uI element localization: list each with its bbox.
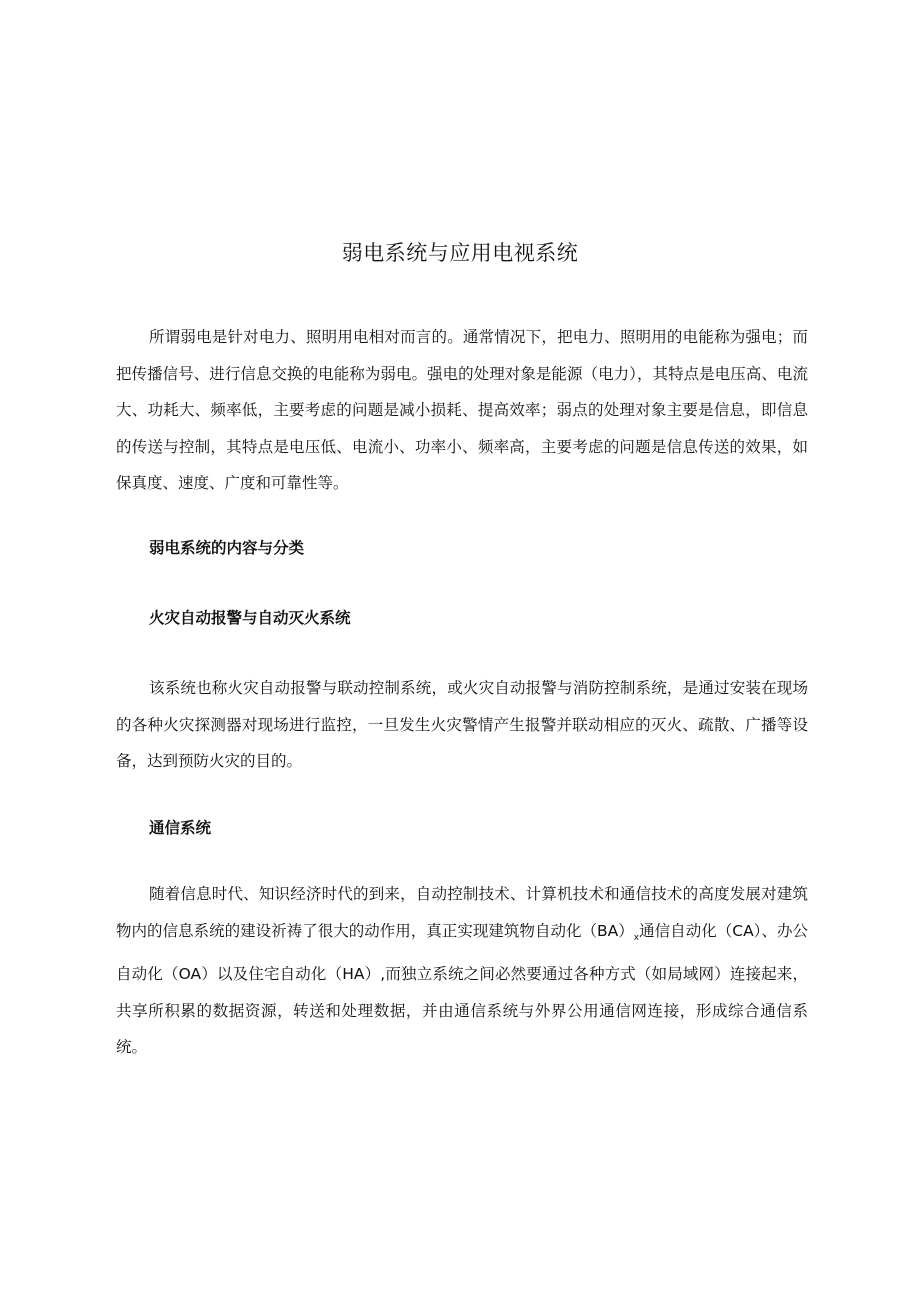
communication-system-heading: 通信系统 bbox=[149, 819, 212, 837]
document-title: 弱电系统与应用电视系统 bbox=[341, 241, 579, 265]
communication-system-paragraph bbox=[116, 876, 808, 1066]
communication-paragraph-part2: 通信自动化（CA）、办公自动化（OA）以及住宅自动化（HA）,而独立系统之间必然要通过各种方式（如局域网）连接起来，共享所积累的数据资源，转送和处理数据，并由通信系统与外界公用通信网连接，形成综合通信系统。 bbox=[116, 921, 808, 1056]
section-heading: 弱电系统的内容与分类 bbox=[149, 539, 305, 557]
intro-paragraph: 所谓弱电是针对电力、照明用电相对而言的。通常情况下，把电力、照明用的电能称为强电；而把传播信号、进行信息交换的电能称为弱电。强电的处理对象是能源（电力），其特点是电压高、电流大、功耗大、频率低，主要考虑的问题是减小损耗、提高效率；弱点的处理对象主要是信息，即信息的传送与控制，其特点是电压低、电流小、功率小、频率高，主要考虑的问题是信息传送的效果，如保真度、速度、广度和可靠性等。 bbox=[116, 328, 808, 492]
communication-paragraph-part1: 随着信息时代、知识经济时代的到来，自动控制技术、计算机技术和通信技术的高度发展对建筑物内的信息系统的建设祈祷了很大的动作用，真正实现建筑物自动化（BA） bbox=[116, 885, 808, 940]
communication-paragraph-subscript: x bbox=[633, 932, 640, 943]
fire-system-paragraph: 该系统也称火灾自动报警与联动控制系统，或火灾自动报警与消防控制系统，是通过安装在现场的各种火灾探测器对现场进行监控，一旦发生火灾警情产生报警并联动相应的灭火、疏散、广播等设备，达到预防火灾的目的。 bbox=[116, 679, 808, 770]
fire-system-heading: 火灾自动报警与自动灭火系统 bbox=[149, 609, 351, 627]
